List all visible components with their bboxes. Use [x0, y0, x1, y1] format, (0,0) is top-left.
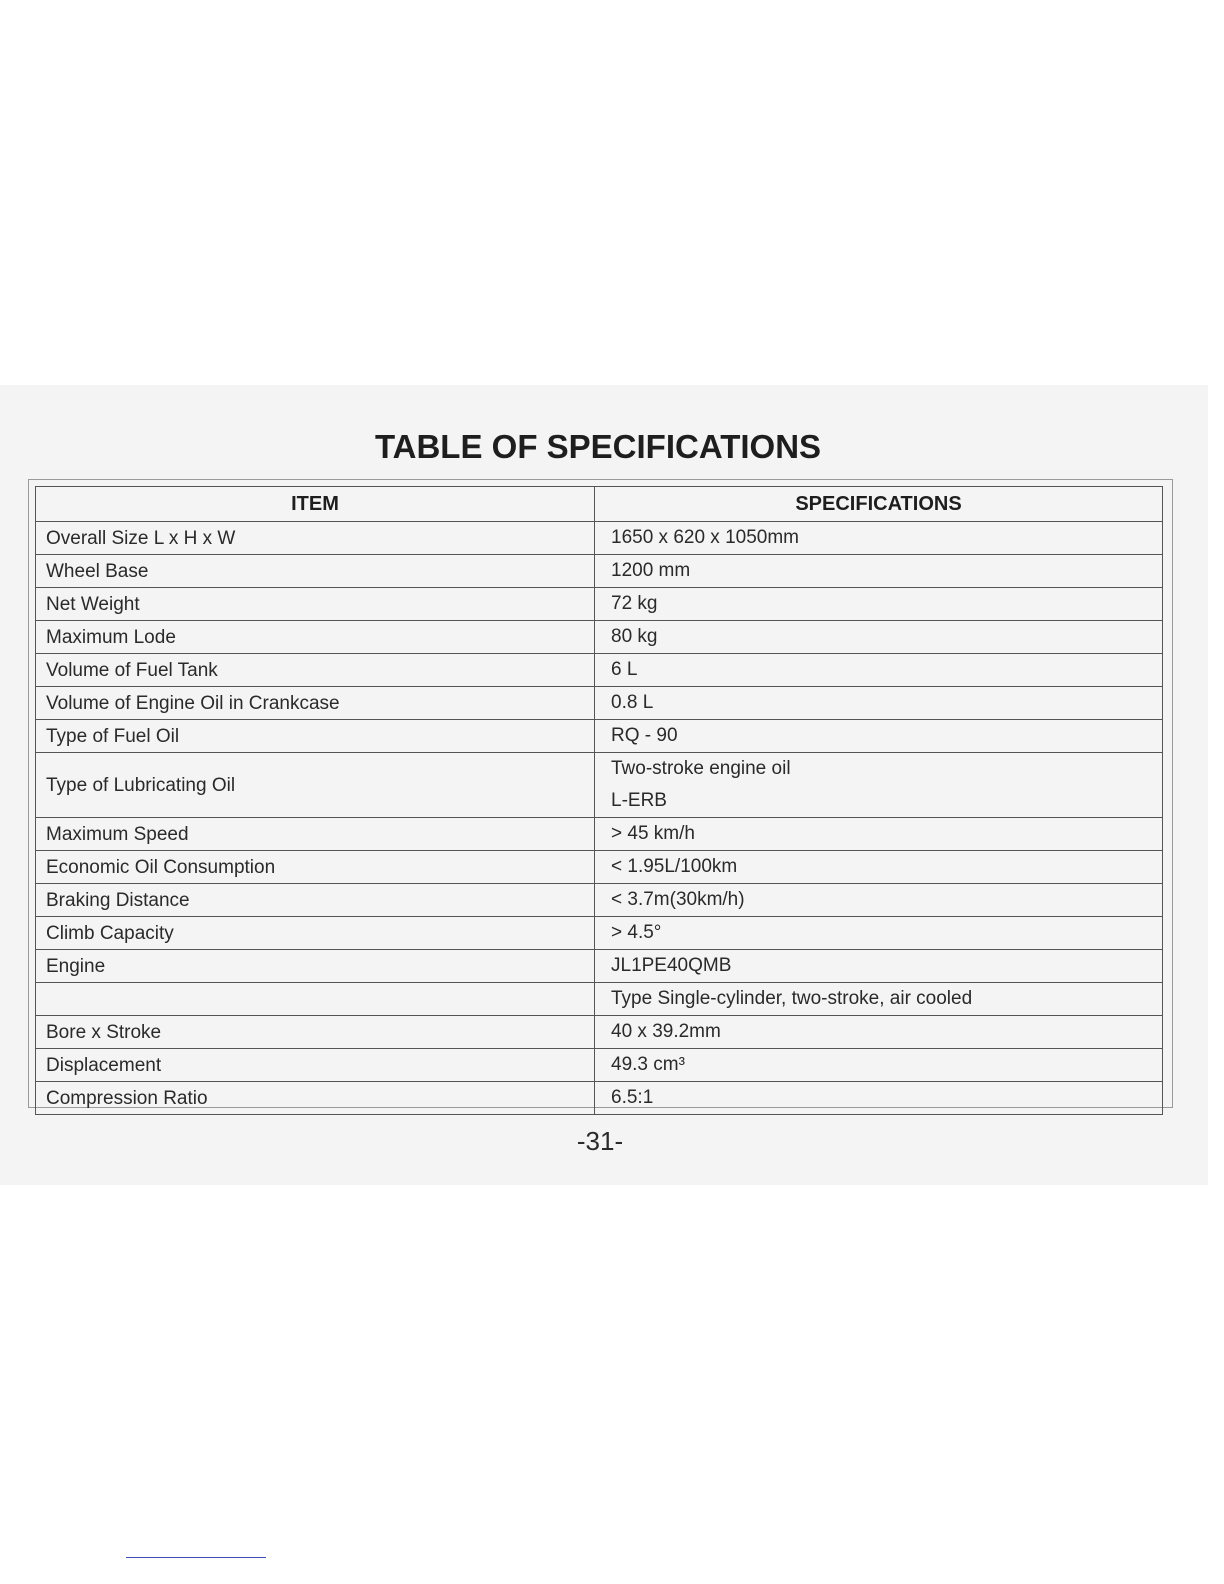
specification-cell	[595, 720, 1163, 753]
table-row	[36, 1016, 1163, 1049]
table-row	[36, 1049, 1163, 1082]
table-row	[36, 818, 1163, 851]
specification-value: 1200 mm	[611, 560, 691, 581]
table-row	[36, 654, 1163, 687]
specification-cell	[595, 983, 1163, 1016]
table-row	[36, 753, 1163, 818]
table-row	[36, 522, 1163, 555]
specification-cell	[595, 588, 1163, 621]
page-number: -31-	[576, 1126, 624, 1156]
specification-cell	[595, 818, 1163, 851]
table-row	[36, 1082, 1163, 1115]
item-cell: Maximum Lode	[36, 621, 595, 654]
item-cell: Maximum Speed	[36, 818, 595, 851]
specification-value: JL1PE40QMB	[611, 955, 732, 976]
footnote-rule	[126, 1557, 266, 1558]
item-cell: Climb Capacity	[36, 917, 595, 950]
item-cell: Wheel Base	[36, 555, 595, 588]
table-row	[36, 621, 1163, 654]
item-cell: Displacement	[36, 1049, 595, 1082]
item-cell: Volume of Engine Oil in Crankcase	[36, 687, 595, 720]
specification-cell	[595, 1082, 1163, 1115]
item-cell: Economic Oil Consumption	[36, 851, 595, 884]
item-cell: Volume of Fuel Tank	[36, 654, 595, 687]
item-cell: Bore x Stroke	[36, 1016, 595, 1049]
specifications-table	[35, 486, 1163, 1115]
table-header-row	[36, 487, 1163, 522]
specification-value: 49.3 cm³	[611, 1054, 685, 1075]
page-title: TABLE OF SPECIFICATIONS	[374, 428, 822, 465]
specification-cell	[595, 1016, 1163, 1049]
item-cell: Type of Lubricating Oil	[36, 753, 595, 818]
specification-value: 1650 x 620 x 1050mm	[611, 527, 800, 548]
table-row	[36, 983, 1163, 1016]
specification-cell	[595, 917, 1163, 950]
specification-cell	[595, 753, 1163, 818]
specification-value: > 4.5°	[611, 922, 662, 943]
column-header-item: ITEM	[36, 487, 595, 522]
item-cell: Compression Ratio	[36, 1082, 595, 1115]
item-cell: Net Weight	[36, 588, 595, 621]
specification-value: < 3.7m(30km/h)	[611, 889, 745, 910]
specification-value: < 1.95L/100km	[611, 856, 738, 877]
specification-value: 72 kg	[611, 593, 658, 614]
table-row	[36, 720, 1163, 753]
table-body	[36, 522, 1163, 1115]
specification-value: Type Single-cylinder, two-stroke, air cooled	[611, 988, 973, 1009]
specification-cell	[595, 884, 1163, 917]
specification-value: Two-stroke engine oil	[611, 758, 791, 779]
table-row	[36, 687, 1163, 720]
specification-cell	[595, 687, 1163, 720]
specification-cell	[595, 555, 1163, 588]
item-cell: Overall Size L x H x W	[36, 522, 595, 555]
specification-value: RQ - 90	[611, 725, 678, 746]
specification-cell	[595, 950, 1163, 983]
specification-cell	[595, 522, 1163, 555]
item-cell: Braking Distance	[36, 884, 595, 917]
specification-cell	[595, 1049, 1163, 1082]
specification-cell	[595, 654, 1163, 687]
specification-cell	[595, 851, 1163, 884]
item-cell: Engine	[36, 950, 595, 983]
specification-value: L-ERB	[611, 790, 667, 811]
specification-value: 6 L	[611, 659, 638, 680]
specification-value: > 45 km/h	[611, 823, 695, 844]
specification-value: 80 kg	[611, 626, 658, 647]
specification-cell	[595, 621, 1163, 654]
specification-value: 0.8 L	[611, 692, 654, 713]
table-row	[36, 588, 1163, 621]
specification-value: 6.5:1	[611, 1087, 654, 1108]
table-row	[36, 555, 1163, 588]
table-row	[36, 851, 1163, 884]
item-cell: Type of Fuel Oil	[36, 720, 595, 753]
specification-value: 40 x 39.2mm	[611, 1021, 721, 1042]
table-row	[36, 884, 1163, 917]
item-cell	[36, 983, 595, 1016]
table-row	[36, 950, 1163, 983]
column-header-specifications: SPECIFICATIONS	[595, 487, 1163, 522]
table-row	[36, 917, 1163, 950]
